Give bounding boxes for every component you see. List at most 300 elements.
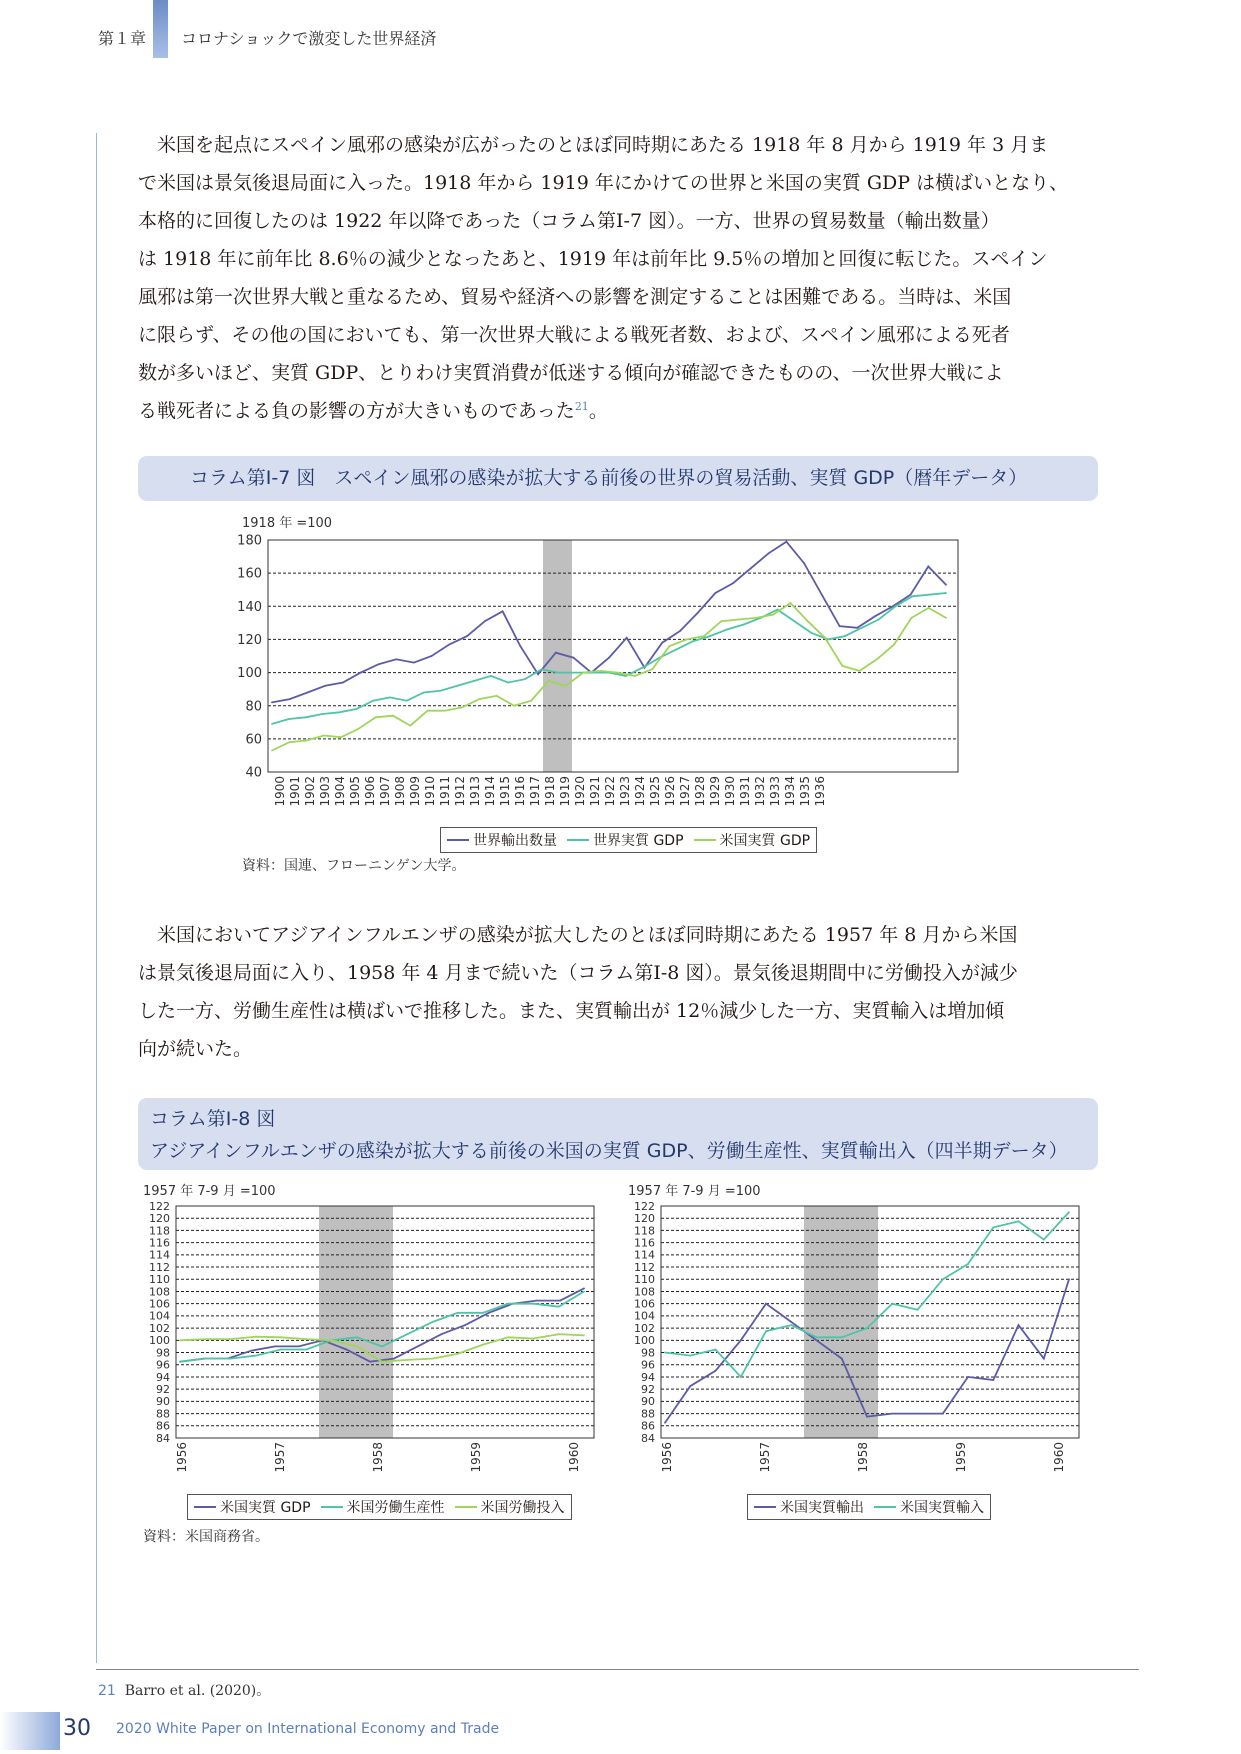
- fig2-right-legend: [747, 1494, 991, 1520]
- data-point: [893, 644, 895, 646]
- y-tick-label: 120: [149, 1212, 170, 1226]
- data-point: [786, 541, 788, 543]
- x-tick-label: 1902: [303, 776, 318, 807]
- legend-item: [874, 1497, 984, 1517]
- data-point: [441, 1333, 443, 1335]
- x-tick-label: 1958: [856, 1442, 871, 1473]
- data-point: [927, 566, 929, 568]
- data-point: [720, 620, 722, 622]
- data-point: [740, 1339, 742, 1341]
- data-point: [740, 1376, 742, 1378]
- x-tick-label: 1922: [603, 776, 618, 807]
- data-point: [600, 670, 602, 672]
- data-point: [608, 657, 610, 659]
- page-number-bar: [0, 1712, 60, 1750]
- fig1-source: 資料：国連、フローニンゲン大学。: [242, 858, 466, 874]
- data-point: [816, 1339, 818, 1341]
- data-point: [548, 680, 550, 682]
- x-tick-label: 1930: [723, 776, 738, 807]
- data-point: [440, 690, 442, 692]
- data-point: [204, 1358, 206, 1360]
- y-tick-label: 96: [641, 1358, 655, 1372]
- data-point: [565, 685, 567, 687]
- data-point: [519, 645, 521, 647]
- x-tick-label: 1932: [753, 776, 768, 807]
- data-point: [413, 662, 415, 664]
- y-tick-label: 122: [149, 1199, 170, 1213]
- data-point: [859, 670, 861, 672]
- recession-shade: [804, 1206, 878, 1438]
- y-tick-label: 118: [634, 1224, 655, 1238]
- x-tick-label: 1959: [954, 1442, 969, 1473]
- data-point: [816, 1336, 818, 1338]
- data-point: [715, 1370, 717, 1372]
- data-point: [393, 1358, 395, 1360]
- x-tick-label: 1903: [318, 776, 333, 807]
- x-tick-label: 1960: [1052, 1442, 1067, 1473]
- data-point: [342, 682, 344, 684]
- data-point: [381, 1346, 383, 1348]
- data-point: [271, 723, 273, 725]
- data-point: [945, 617, 947, 619]
- legend-item: [694, 830, 811, 850]
- y-tick-label: 100: [149, 1334, 170, 1348]
- data-point: [821, 594, 823, 596]
- data-point: [392, 715, 394, 717]
- legend-label: 世界実質 GDP: [593, 833, 684, 849]
- data-point: [910, 594, 912, 596]
- data-point: [288, 741, 290, 743]
- data-point: [574, 672, 576, 674]
- y-tick-label: 40: [245, 765, 262, 781]
- data-point: [507, 682, 509, 684]
- data-point: [768, 552, 770, 554]
- y-tick-label: 80: [245, 699, 262, 715]
- y-tick-label: 114: [634, 1248, 655, 1262]
- data-point: [417, 1346, 419, 1348]
- data-point: [732, 582, 734, 584]
- data-point: [1068, 1211, 1070, 1213]
- paragraph-line: 米国を起点にスペイン風邪の感染が広がったのとほぼ同時期にあたる 1918 年 8 月から 1919 年 3 月ま: [138, 134, 1049, 156]
- x-tick-label: 1918: [543, 776, 558, 807]
- data-point: [992, 1379, 994, 1381]
- data-point: [810, 632, 812, 634]
- y-tick-label: 60: [245, 732, 262, 748]
- paragraph-line: は 1918 年に前年比 8.6％の減少となったあと、1919 年は前年比 9.5％の増加と回復に転じた。スペイン: [138, 248, 1048, 270]
- data-point: [381, 1361, 383, 1363]
- paragraph-1: [138, 126, 1068, 430]
- data-point: [457, 1312, 459, 1314]
- y-tick-label: 160: [237, 566, 262, 582]
- data-point: [360, 672, 362, 674]
- data-point: [617, 672, 619, 674]
- x-tick-label: 1910: [423, 776, 438, 807]
- data-point: [558, 1306, 560, 1308]
- data-point: [642, 667, 644, 669]
- y-tick-label: 122: [634, 1199, 655, 1213]
- legend-item: [455, 1497, 565, 1517]
- data-point: [841, 1358, 843, 1360]
- x-tick-label: 1921: [588, 776, 603, 807]
- data-point: [255, 1336, 257, 1338]
- series-line: [272, 542, 946, 703]
- data-point: [513, 705, 515, 707]
- data-point: [634, 675, 636, 677]
- data-point: [346, 1349, 348, 1351]
- footnote-rule: [96, 1669, 1139, 1670]
- data-point: [891, 1303, 893, 1305]
- footnote-text: Barro et al. (2020)。: [124, 1683, 271, 1699]
- data-point: [179, 1339, 181, 1341]
- x-tick-label: 1901: [288, 776, 303, 807]
- data-point: [866, 1327, 868, 1329]
- data-point: [689, 1355, 691, 1357]
- y-tick-label: 100: [237, 666, 262, 682]
- y-tick-label: 100: [634, 1334, 655, 1348]
- x-tick-label: 1914: [483, 776, 498, 807]
- legend-label: 米国実質輸入: [900, 1500, 984, 1516]
- data-point: [928, 594, 930, 596]
- data-point: [942, 1278, 944, 1280]
- data-point: [255, 1355, 257, 1357]
- data-point: [389, 697, 391, 699]
- data-point: [794, 620, 796, 622]
- y-tick-label: 90: [156, 1395, 170, 1409]
- x-tick-label: 1917: [528, 776, 543, 807]
- y-tick-label: 102: [634, 1321, 655, 1335]
- data-point: [298, 1346, 300, 1348]
- data-point: [305, 716, 307, 718]
- data-point: [839, 625, 841, 627]
- data-point: [432, 1358, 434, 1360]
- data-point: [559, 1300, 561, 1302]
- data-point: [891, 1413, 893, 1415]
- data-point: [406, 700, 408, 702]
- data-point: [942, 1413, 944, 1415]
- data-point: [709, 635, 711, 637]
- data-point: [967, 1263, 969, 1265]
- data-point: [230, 1338, 232, 1340]
- data-point: [230, 1358, 232, 1360]
- chapter-title: コロナショックで激変した世界経済: [181, 29, 437, 48]
- y-tick-label: 92: [156, 1383, 170, 1397]
- y-tick-label: 120: [237, 632, 262, 648]
- data-point: [355, 708, 357, 710]
- x-tick-label: 1933: [768, 776, 783, 807]
- data-point: [790, 1321, 792, 1323]
- data-point: [895, 605, 897, 607]
- y-tick-label: 118: [149, 1224, 170, 1238]
- fig1-unit: 1918 年 =100: [242, 516, 333, 531]
- paragraph-line: 風邪は第一次世界大戦と重なるため、貿易や経済への影響を測定することは困難である。当時は、米国: [138, 286, 1012, 308]
- y-tick-label: 120: [634, 1212, 655, 1226]
- chapter-label: 第１章: [98, 29, 147, 48]
- x-tick-label: 1956: [660, 1442, 675, 1473]
- data-point: [715, 592, 717, 594]
- data-point: [703, 635, 705, 637]
- data-point: [482, 1344, 484, 1346]
- fig1-legend: [440, 827, 817, 853]
- data-point: [306, 740, 308, 742]
- x-tick-label: 1935: [798, 776, 813, 807]
- data-point: [945, 592, 947, 594]
- data-point: [676, 649, 678, 651]
- data-point: [967, 1376, 969, 1378]
- data-point: [866, 1416, 868, 1418]
- fig2-left-unit: 1957 年 7-9 月 =100: [143, 1184, 276, 1199]
- footnote-number: 21: [98, 1683, 116, 1699]
- data-point: [803, 562, 805, 564]
- fig2-title-line2: アジアインフルエンザの感染が拡大する前後の米国の実質 GDP、労働生産性、実質輸出入（四半期データ）: [150, 1140, 1068, 1162]
- series-line: [272, 603, 946, 751]
- x-tick-label: 1907: [378, 776, 393, 807]
- data-point: [449, 644, 451, 646]
- recession-shade: [319, 1206, 393, 1438]
- paragraph-line: した一方、労働生産性は横ばいで推移した。また、実質輸出が 12％減少した一方、実質輸入は増加傾: [138, 1000, 1005, 1022]
- x-tick-label: 1916: [513, 776, 528, 807]
- data-point: [356, 1346, 358, 1348]
- y-tick-label: 86: [641, 1419, 655, 1433]
- data-point: [423, 692, 425, 694]
- y-tick-label: 104: [634, 1309, 655, 1323]
- data-point: [271, 702, 273, 704]
- y-tick-label: 90: [641, 1395, 655, 1409]
- data-point: [204, 1338, 206, 1340]
- data-point: [664, 1422, 666, 1424]
- fig1-chart: [228, 530, 1008, 830]
- data-point: [861, 627, 863, 629]
- data-point: [502, 610, 504, 612]
- y-tick-label: 88: [641, 1407, 655, 1421]
- x-tick-label: 1927: [678, 776, 693, 807]
- data-point: [533, 1338, 535, 1340]
- data-point: [507, 1336, 509, 1338]
- data-point: [541, 668, 543, 670]
- data-point: [456, 685, 458, 687]
- data-point: [507, 1303, 509, 1305]
- data-point: [444, 710, 446, 712]
- data-point: [1043, 1358, 1045, 1360]
- x-tick-label: 1925: [648, 776, 663, 807]
- y-tick-label: 110: [149, 1273, 170, 1287]
- legend-label: 米国実質 GDP: [220, 1500, 311, 1516]
- data-point: [524, 678, 526, 680]
- x-tick-label: 1928: [693, 776, 708, 807]
- data-point: [457, 1353, 459, 1355]
- x-tick-label: 1926: [663, 776, 678, 807]
- data-point: [917, 1413, 919, 1415]
- data-point: [488, 1312, 490, 1314]
- data-point: [583, 1291, 585, 1293]
- paragraph-line: で米国は景気後退局面に入った。1918 年から 1919 年にかけての世界と米国の実質 GDP は横ばいとなり、: [138, 172, 1069, 194]
- data-point: [841, 665, 843, 667]
- data-point: [1068, 1278, 1070, 1280]
- fig1-title-box: [138, 456, 1098, 501]
- fig2-right-unit: 1957 年 7-9 月 =100: [628, 1184, 761, 1199]
- paragraph-line: [138, 392, 1068, 430]
- paragraph-line: に限らず、その他の国においても、第一次世界大戦による戦死者数、および、スペイン風邪による死者: [138, 324, 1010, 346]
- legend-item: [754, 1497, 864, 1517]
- data-point: [824, 637, 826, 639]
- y-tick-label: 116: [149, 1236, 170, 1250]
- data-point: [558, 672, 560, 674]
- x-tick-label: 1911: [438, 776, 453, 807]
- data-point: [339, 711, 341, 713]
- data-point: [406, 1333, 408, 1335]
- data-point: [305, 1349, 307, 1351]
- data-point: [464, 1324, 466, 1326]
- data-point: [537, 673, 539, 675]
- data-point: [490, 675, 492, 677]
- x-tick-label: 1934: [783, 776, 798, 807]
- data-point: [692, 640, 694, 642]
- data-point: [473, 680, 475, 682]
- y-tick-label: 108: [634, 1285, 655, 1299]
- data-point: [844, 635, 846, 637]
- page-header: [0, 0, 1241, 80]
- data-point: [755, 617, 757, 619]
- data-point: [479, 698, 481, 700]
- y-tick-label: 94: [156, 1370, 170, 1384]
- legend-label: 世界輸出数量: [473, 833, 557, 849]
- data-point: [250, 1350, 252, 1352]
- data-point: [945, 584, 947, 586]
- x-tick-label: 1919: [558, 776, 573, 807]
- fig2-title-line1: コラム第Ⅰ-8 図: [150, 1108, 276, 1130]
- x-tick-label: 1915: [498, 776, 513, 807]
- data-point: [409, 725, 411, 727]
- data-point: [928, 607, 930, 609]
- x-tick-label: 1920: [573, 776, 588, 807]
- paragraph-2: [138, 916, 1018, 1068]
- y-tick-label: 180: [237, 533, 262, 549]
- data-point: [669, 645, 671, 647]
- footnote-ref[interactable]: 21: [574, 400, 589, 413]
- y-tick-label: 94: [641, 1370, 655, 1384]
- data-point: [331, 1339, 333, 1341]
- footnote: [98, 1680, 270, 1700]
- y-tick-label: 140: [237, 599, 262, 615]
- y-tick-label: 102: [149, 1321, 170, 1335]
- data-point: [432, 1321, 434, 1323]
- data-point: [911, 595, 913, 597]
- data-point: [340, 736, 342, 738]
- data-point: [583, 1335, 585, 1337]
- fig1-title: コラム第Ⅰ-7 図 スペイン風邪の感染が拡大する前後の世界の貿易活動、実質 GDP（暦年データ）: [190, 467, 1028, 489]
- paragraph-line: 向が続いた。: [138, 1038, 253, 1060]
- legend-label: 米国労働生産性: [346, 1500, 445, 1516]
- legend-label: 米国実質輸出: [780, 1500, 864, 1516]
- data-point: [625, 675, 627, 677]
- x-tick-label: 1960: [567, 1442, 582, 1473]
- data-point: [807, 620, 809, 622]
- data-point: [427, 710, 429, 712]
- data-point: [841, 1336, 843, 1338]
- paragraph-line: 数が多いほど、実質 GDP、とりわけ実質消費が低迷する傾向が確認できたものの、一次世界大戦によ: [138, 362, 1004, 384]
- y-tick-label: 106: [634, 1297, 655, 1311]
- data-point: [651, 668, 653, 670]
- data-point: [372, 700, 374, 702]
- x-tick-label: 1958: [371, 1442, 386, 1473]
- data-point: [790, 1324, 792, 1326]
- legend-item: [194, 1497, 311, 1517]
- y-tick-label: 114: [149, 1248, 170, 1262]
- y-tick-label: 106: [149, 1297, 170, 1311]
- plot-frame: [268, 540, 958, 772]
- data-point: [772, 614, 774, 616]
- data-point: [324, 685, 326, 687]
- y-tick-label: 98: [641, 1346, 655, 1360]
- y-tick-label: 116: [634, 1236, 655, 1250]
- data-point: [856, 627, 858, 629]
- x-tick-label: 1936: [813, 776, 828, 807]
- x-tick-label: 1912: [453, 776, 468, 807]
- x-tick-label: 1957: [758, 1442, 773, 1473]
- x-tick-label: 1956: [175, 1442, 190, 1473]
- page-number: 30: [63, 1716, 91, 1741]
- paragraph-line: 本格的に回復したのは 1922 年以降であった（コラム第Ⅰ-7 図）。一方、世界の貿易数量（輸出数量）: [138, 210, 1000, 232]
- data-point: [358, 728, 360, 730]
- data-point: [726, 629, 728, 631]
- data-point: [274, 1346, 276, 1348]
- legend-item: [321, 1497, 445, 1517]
- data-point: [179, 1361, 181, 1363]
- data-point: [461, 707, 463, 709]
- data-point: [738, 619, 740, 621]
- footer-title: 2020 White Paper on International Economy and Trade: [116, 1721, 500, 1737]
- x-tick-label: 1923: [618, 776, 633, 807]
- x-tick-label: 1931: [738, 776, 753, 807]
- fig2-left-chart: [130, 1196, 610, 1486]
- data-point: [765, 1330, 767, 1332]
- data-point: [280, 1349, 282, 1351]
- y-tick-label: 112: [149, 1260, 170, 1274]
- y-tick-label: 112: [634, 1260, 655, 1274]
- paragraph-line: 米国においてアジアインフルエンザの感染が拡大したのとほぼ同時期にあたる 1957 年 8 月から米国: [138, 924, 1018, 946]
- y-tick-label: 108: [149, 1285, 170, 1299]
- data-point: [790, 602, 792, 604]
- data-point: [280, 1336, 282, 1338]
- x-tick-label: 1957: [273, 1442, 288, 1473]
- x-tick-label: 1900: [273, 776, 288, 807]
- y-tick-label: 110: [634, 1273, 655, 1287]
- data-point: [689, 1385, 691, 1387]
- y-tick-label: 96: [156, 1358, 170, 1372]
- data-point: [558, 1333, 560, 1335]
- y-tick-label: 86: [156, 1419, 170, 1433]
- data-point: [874, 615, 876, 617]
- data-point: [484, 620, 486, 622]
- data-point: [369, 1361, 371, 1363]
- x-tick-label: 1924: [633, 776, 648, 807]
- y-tick-label: 104: [149, 1309, 170, 1323]
- data-point: [876, 658, 878, 660]
- data-point: [911, 617, 913, 619]
- x-tick-label: 1905: [348, 776, 363, 807]
- data-point: [289, 698, 291, 700]
- y-tick-label: 92: [641, 1383, 655, 1397]
- x-tick-label: 1913: [468, 776, 483, 807]
- data-point: [917, 1309, 919, 1311]
- x-tick-label: 1959: [469, 1442, 484, 1473]
- data-point: [307, 692, 309, 694]
- data-point: [395, 658, 397, 660]
- paragraph-line-end: 。: [588, 400, 608, 422]
- fig2-title-box: [138, 1098, 1098, 1170]
- data-point: [305, 1338, 307, 1340]
- data-point: [661, 642, 663, 644]
- data-point: [482, 1312, 484, 1314]
